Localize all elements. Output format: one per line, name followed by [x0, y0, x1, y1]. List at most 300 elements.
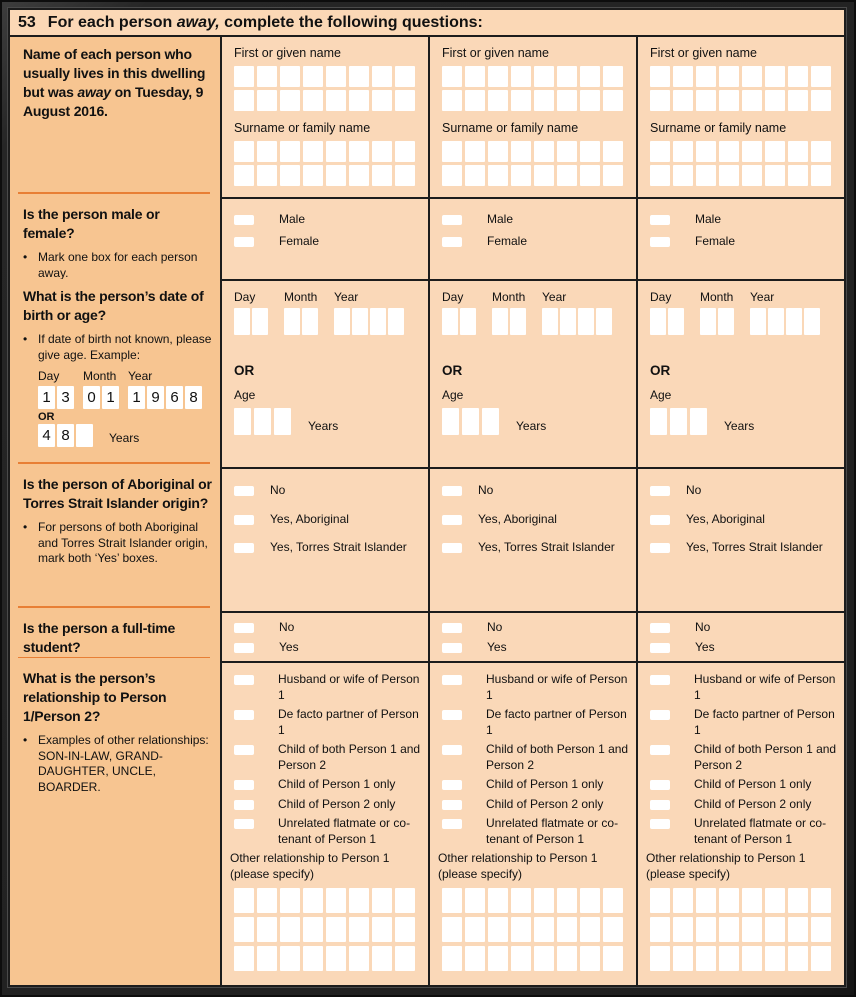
char-box[interactable]	[534, 917, 554, 942]
char-box[interactable]	[488, 141, 508, 162]
char-box[interactable]	[557, 946, 577, 971]
char-box[interactable]	[788, 165, 808, 186]
option-rel-child-p1	[442, 777, 630, 793]
char-box[interactable]	[303, 66, 323, 87]
char-box[interactable]	[395, 888, 415, 913]
checkbox-origin-torres-strait-islander[interactable]	[442, 543, 462, 553]
char-box[interactable]	[303, 141, 323, 162]
char-box[interactable]	[557, 66, 577, 87]
char-box[interactable]	[395, 165, 415, 186]
checkbox-origin-aboriginal[interactable]	[234, 515, 254, 525]
char-box[interactable]	[372, 141, 392, 162]
char-box[interactable]	[349, 165, 369, 186]
char-box[interactable]	[580, 66, 600, 87]
char-box[interactable]	[696, 946, 716, 971]
char-box[interactable]	[460, 308, 476, 335]
char-box[interactable]	[650, 888, 670, 913]
char-box[interactable]	[326, 66, 346, 87]
char-box[interactable]	[742, 66, 762, 87]
char-box[interactable]	[488, 888, 508, 913]
checkbox-female[interactable]	[442, 237, 462, 247]
char-box[interactable]	[257, 66, 277, 87]
char-box[interactable]	[234, 946, 254, 971]
char-box[interactable]	[700, 308, 716, 335]
char-box[interactable]	[372, 165, 392, 186]
char-box[interactable]	[811, 141, 831, 162]
checkbox-rel-defacto[interactable]	[234, 710, 254, 720]
char-box[interactable]	[488, 946, 508, 971]
char-box[interactable]	[534, 66, 554, 87]
checkbox-rel-child-p1[interactable]	[650, 780, 670, 790]
char-box[interactable]	[234, 90, 254, 111]
char-box[interactable]	[303, 946, 323, 971]
char-box[interactable]	[326, 917, 346, 942]
example-age-row	[38, 424, 212, 447]
bullet-dot: •	[23, 520, 28, 534]
char-box[interactable]	[742, 165, 762, 186]
char-box[interactable]	[811, 165, 831, 186]
char-box[interactable]	[395, 90, 415, 111]
char-box[interactable]	[352, 308, 368, 335]
option-male-label: Male	[695, 212, 722, 226]
char-box[interactable]	[765, 946, 785, 971]
checkbox-rel-defacto[interactable]	[442, 710, 462, 720]
char-box[interactable]	[580, 141, 600, 162]
char-box[interactable]	[488, 917, 508, 942]
char-box[interactable]	[465, 946, 485, 971]
char-box[interactable]	[372, 888, 392, 913]
char-box[interactable]	[254, 408, 271, 435]
char-box[interactable]	[534, 90, 554, 111]
char-box[interactable]	[510, 308, 526, 335]
first-name-boxes-row1	[650, 66, 838, 87]
option-origin-torres-strait-islander-label: Yes, Torres Strait Islander	[686, 540, 823, 554]
checkbox-student-no[interactable]	[442, 623, 462, 633]
surname-label: Surname or family name	[650, 121, 787, 135]
char-box[interactable]	[765, 141, 785, 162]
char-box[interactable]	[442, 165, 462, 186]
char-box[interactable]	[442, 66, 462, 87]
char-box[interactable]	[742, 90, 762, 111]
option-origin-torres-strait-islander	[234, 540, 424, 556]
char-box[interactable]	[596, 308, 612, 335]
char-box[interactable]	[302, 308, 318, 335]
char-box[interactable]	[303, 165, 323, 186]
checkbox-origin-no[interactable]	[650, 486, 670, 496]
char-box[interactable]	[673, 165, 693, 186]
char-box[interactable]	[557, 888, 577, 913]
char-box[interactable]	[442, 408, 459, 435]
char-box[interactable]	[442, 90, 462, 111]
char-box[interactable]	[542, 308, 558, 335]
char-box[interactable]	[511, 888, 531, 913]
char-box[interactable]	[534, 141, 554, 162]
char-box[interactable]	[786, 308, 802, 335]
checkbox-rel-child-p2[interactable]	[442, 800, 462, 810]
option-female	[442, 234, 630, 250]
char-box[interactable]	[534, 165, 554, 186]
sex-cell	[222, 197, 428, 279]
char-box[interactable]	[788, 90, 808, 111]
checkbox-origin-torres-strait-islander[interactable]	[650, 543, 670, 553]
char-box[interactable]	[349, 141, 369, 162]
checkbox-rel-child-p2[interactable]	[234, 800, 254, 810]
option-origin-no-label: No	[270, 483, 286, 497]
option-rel-child-p2	[650, 797, 838, 813]
char-box[interactable]	[696, 165, 716, 186]
char-box[interactable]	[719, 946, 739, 971]
option-rel-defacto	[234, 707, 422, 738]
char-box[interactable]	[370, 308, 386, 335]
header-text-post: complete the following questions:	[219, 13, 483, 31]
other-relationship-label: Other relationship to Person 1 (please specify)	[438, 851, 598, 881]
char-box[interactable]	[372, 66, 392, 87]
char-box[interactable]	[719, 141, 739, 162]
char-box[interactable]	[280, 165, 300, 186]
char-box[interactable]	[257, 165, 277, 186]
char-box[interactable]	[482, 408, 499, 435]
char-box[interactable]	[788, 917, 808, 942]
first-name-label: First or given name	[442, 46, 549, 60]
char-box[interactable]	[234, 165, 254, 186]
char-box[interactable]	[580, 917, 600, 942]
char-box[interactable]	[603, 90, 623, 111]
char-box[interactable]	[673, 66, 693, 87]
char-box[interactable]	[534, 888, 554, 913]
char-box[interactable]	[234, 408, 251, 435]
char-box[interactable]	[534, 946, 554, 971]
char-box[interactable]	[280, 90, 300, 111]
char-box[interactable]	[326, 165, 346, 186]
char-box[interactable]	[650, 141, 670, 162]
char-box[interactable]	[719, 888, 739, 913]
char-box[interactable]	[650, 408, 667, 435]
char-box[interactable]	[349, 917, 369, 942]
char-box[interactable]	[234, 308, 250, 335]
dob-cell	[638, 279, 844, 467]
char-box[interactable]	[696, 90, 716, 111]
char-box[interactable]	[395, 946, 415, 971]
char-box[interactable]	[349, 66, 369, 87]
char-box[interactable]	[557, 917, 577, 942]
char-box[interactable]	[750, 308, 766, 335]
checkbox-rel-flatmate[interactable]	[442, 819, 462, 829]
char-box[interactable]	[560, 308, 576, 335]
bullet-dot: •	[23, 733, 28, 747]
year-group	[334, 290, 406, 335]
char-box[interactable]	[811, 66, 831, 87]
checkbox-student-yes[interactable]	[650, 643, 670, 653]
checkbox-rel-child-both[interactable]	[442, 745, 462, 755]
char-box[interactable]	[650, 90, 670, 111]
char-box[interactable]	[673, 917, 693, 942]
char-box[interactable]	[765, 917, 785, 942]
dob-example-date	[38, 369, 212, 409]
char-box[interactable]	[442, 888, 462, 913]
checkbox-origin-aboriginal[interactable]	[442, 515, 462, 525]
char-box[interactable]	[257, 141, 277, 162]
origin-cell	[638, 467, 844, 611]
option-origin-torres-strait-islander-label: Yes, Torres Strait Islander	[270, 540, 407, 554]
char-box[interactable]	[811, 917, 831, 942]
char-box[interactable]	[303, 917, 323, 942]
char-box[interactable]	[765, 90, 785, 111]
char-box[interactable]	[280, 66, 300, 87]
char-box[interactable]	[668, 308, 684, 335]
char-box[interactable]	[334, 308, 350, 335]
char-box[interactable]	[650, 66, 670, 87]
month-group	[284, 290, 320, 335]
char-box[interactable]	[511, 90, 531, 111]
char-box[interactable]	[349, 90, 369, 111]
char-box[interactable]	[603, 888, 623, 913]
char-box[interactable]	[465, 165, 485, 186]
char-box[interactable]	[257, 90, 277, 111]
char-box[interactable]	[326, 90, 346, 111]
checkbox-rel-child-p1[interactable]	[234, 780, 254, 790]
char-box[interactable]	[580, 946, 600, 971]
checkbox-rel-husband-wife[interactable]	[442, 675, 462, 685]
option-male	[234, 212, 422, 228]
checkbox-female[interactable]	[650, 237, 670, 247]
char-box[interactable]	[257, 888, 277, 913]
char-box[interactable]	[395, 141, 415, 162]
surname-boxes-row1	[234, 141, 422, 162]
char-box[interactable]	[742, 917, 762, 942]
char-box[interactable]	[718, 308, 734, 335]
char-box[interactable]	[234, 888, 254, 913]
checkbox-rel-husband-wife[interactable]	[650, 675, 670, 685]
checkbox-rel-husband-wife[interactable]	[234, 675, 254, 685]
checkbox-male[interactable]	[650, 215, 670, 225]
char-box[interactable]	[696, 66, 716, 87]
char-box[interactable]	[768, 308, 784, 335]
char-box[interactable]	[234, 141, 254, 162]
char-box[interactable]	[580, 888, 600, 913]
char-box[interactable]	[465, 66, 485, 87]
char-box[interactable]	[603, 917, 623, 942]
char-box[interactable]	[557, 141, 577, 162]
checkbox-student-no[interactable]	[234, 623, 254, 633]
char-box[interactable]	[372, 917, 392, 942]
char-box[interactable]	[280, 946, 300, 971]
char-box[interactable]	[303, 90, 323, 111]
checkbox-rel-flatmate[interactable]	[650, 819, 670, 829]
char-box[interactable]	[765, 66, 785, 87]
char-box[interactable]	[284, 308, 300, 335]
char-box[interactable]	[788, 141, 808, 162]
checkbox-origin-torres-strait-islander[interactable]	[234, 543, 254, 553]
char-box[interactable]	[257, 946, 277, 971]
age-row	[442, 408, 630, 435]
option-rel-flatmate	[650, 816, 838, 847]
char-box[interactable]	[719, 165, 739, 186]
char-box[interactable]	[395, 917, 415, 942]
student-cell	[430, 611, 636, 661]
char-box[interactable]	[650, 165, 670, 186]
checkbox-rel-flatmate[interactable]	[234, 819, 254, 829]
char-box[interactable]	[465, 90, 485, 111]
char-box[interactable]	[349, 888, 369, 913]
char-box[interactable]	[673, 888, 693, 913]
first-name-label: First or given name	[234, 46, 341, 60]
char-box[interactable]	[696, 888, 716, 913]
char-box[interactable]	[442, 917, 462, 942]
char-box[interactable]	[603, 165, 623, 186]
question-sex-note: • Mark one box for each person away.	[23, 250, 198, 279]
char-box[interactable]	[442, 946, 462, 971]
month-label: Month	[700, 290, 734, 304]
char-box[interactable]	[303, 888, 323, 913]
char-box[interactable]	[557, 165, 577, 186]
dob-date-groups	[650, 290, 838, 335]
example-day-boxes	[38, 386, 76, 409]
char-box[interactable]	[811, 946, 831, 971]
option-rel-flatmate-label: Unrelated flatmate or co-tenant of Person 1	[278, 816, 411, 846]
char-box[interactable]	[511, 917, 531, 942]
char-box[interactable]	[742, 141, 762, 162]
char-box[interactable]	[234, 917, 254, 942]
char-box[interactable]	[811, 90, 831, 111]
char-box[interactable]	[650, 308, 666, 335]
char-box[interactable]	[788, 946, 808, 971]
checkbox-rel-child-both[interactable]	[234, 745, 254, 755]
surname-boxes-row1	[650, 141, 838, 162]
char-box[interactable]	[603, 946, 623, 971]
char-box[interactable]	[372, 946, 392, 971]
char-box[interactable]	[280, 141, 300, 162]
char-box[interactable]	[395, 66, 415, 87]
char-box[interactable]	[690, 408, 707, 435]
char-box[interactable]	[603, 141, 623, 162]
option-rel-husband-wife-label: Husband or wife of Person 1	[278, 672, 420, 702]
example-year-boxes	[128, 386, 204, 409]
char-box[interactable]	[765, 888, 785, 913]
char-box[interactable]	[252, 308, 268, 335]
option-rel-defacto-label: De facto partner of Person 1	[278, 707, 419, 737]
char-box[interactable]	[274, 408, 291, 435]
char-box[interactable]	[719, 90, 739, 111]
char-box[interactable]	[719, 917, 739, 942]
other-relationship-boxes-row2	[234, 917, 422, 942]
char-box[interactable]	[811, 888, 831, 913]
char-box[interactable]	[673, 141, 693, 162]
char-box[interactable]	[442, 141, 462, 162]
char-box[interactable]	[465, 141, 485, 162]
char-box[interactable]	[234, 66, 254, 87]
char-box[interactable]	[492, 308, 508, 335]
option-student-no	[650, 620, 838, 636]
char-box[interactable]	[257, 917, 277, 942]
char-box[interactable]	[696, 917, 716, 942]
checkbox-origin-aboriginal[interactable]	[650, 515, 670, 525]
char-box[interactable]	[603, 66, 623, 87]
example-month-group: Month 0 1	[83, 369, 121, 409]
option-rel-defacto-label: De facto partner of Person 1	[486, 707, 627, 737]
option-student-yes-label: Yes	[487, 639, 507, 654]
checkbox-origin-no[interactable]	[234, 486, 254, 496]
checkbox-student-no[interactable]	[650, 623, 670, 633]
char-box[interactable]	[673, 90, 693, 111]
question-relationship-note: • Examples of other relationships: SON-IN-LAW, GRAND-DAUGHTER, UNCLE, BOARDER.	[23, 733, 209, 794]
char-box[interactable]	[488, 165, 508, 186]
char-box[interactable]	[580, 165, 600, 186]
char-box[interactable]	[442, 308, 458, 335]
char-box[interactable]	[372, 90, 392, 111]
first-name-boxes-row2	[650, 90, 838, 111]
option-student-no-label: No	[695, 620, 711, 634]
char-box[interactable]	[326, 141, 346, 162]
char-box[interactable]	[488, 66, 508, 87]
char-box[interactable]	[326, 888, 346, 913]
char-box[interactable]	[511, 141, 531, 162]
char-box[interactable]	[580, 90, 600, 111]
option-rel-defacto-label: De facto partner of Person 1	[694, 707, 835, 737]
char-box[interactable]	[557, 90, 577, 111]
checkbox-rel-child-p2[interactable]	[650, 800, 670, 810]
surname-boxes-row2	[234, 165, 422, 186]
char-box[interactable]	[673, 946, 693, 971]
month-label: Month	[284, 290, 318, 304]
char-box[interactable]	[280, 888, 300, 913]
option-student-no	[442, 620, 630, 636]
option-rel-husband-wife	[442, 672, 630, 703]
char-box[interactable]	[742, 946, 762, 971]
char-box[interactable]	[650, 917, 670, 942]
checkbox-male[interactable]	[234, 215, 254, 225]
char-box[interactable]	[388, 308, 404, 335]
checkbox-female[interactable]	[234, 237, 254, 247]
first-name-boxes-row2	[234, 90, 422, 111]
char-box[interactable]	[788, 66, 808, 87]
question-student	[10, 611, 220, 661]
char-box[interactable]	[650, 946, 670, 971]
char-box[interactable]	[719, 66, 739, 87]
checkbox-rel-child-both[interactable]	[650, 745, 670, 755]
char-box[interactable]	[788, 888, 808, 913]
day-label: Day	[650, 290, 672, 304]
char-box[interactable]	[765, 165, 785, 186]
checkbox-rel-defacto[interactable]	[650, 710, 670, 720]
char-box[interactable]	[670, 408, 687, 435]
checkbox-rel-child-p1[interactable]	[442, 780, 462, 790]
char-box[interactable]	[465, 917, 485, 942]
char-box[interactable]	[511, 946, 531, 971]
checkbox-student-yes[interactable]	[234, 643, 254, 653]
char-box[interactable]	[488, 90, 508, 111]
option-student-no	[234, 620, 422, 636]
question-column	[10, 37, 220, 985]
char-box[interactable]	[578, 308, 594, 335]
char-box[interactable]	[804, 308, 820, 335]
char-box[interactable]	[349, 946, 369, 971]
option-rel-husband-wife	[650, 672, 838, 703]
checkbox-origin-no[interactable]	[442, 486, 462, 496]
char-box[interactable]	[280, 917, 300, 942]
checkbox-student-yes[interactable]	[442, 643, 462, 653]
option-origin-aboriginal-label: Yes, Aboriginal	[686, 511, 765, 526]
char-box[interactable]	[326, 946, 346, 971]
char-box[interactable]	[465, 888, 485, 913]
form-table	[8, 35, 846, 987]
char-box[interactable]	[511, 66, 531, 87]
example-digit-box: 4	[38, 424, 55, 447]
char-box[interactable]	[696, 141, 716, 162]
char-box[interactable]	[462, 408, 479, 435]
checkbox-male[interactable]	[442, 215, 462, 225]
char-box[interactable]	[742, 888, 762, 913]
char-box[interactable]	[511, 165, 531, 186]
